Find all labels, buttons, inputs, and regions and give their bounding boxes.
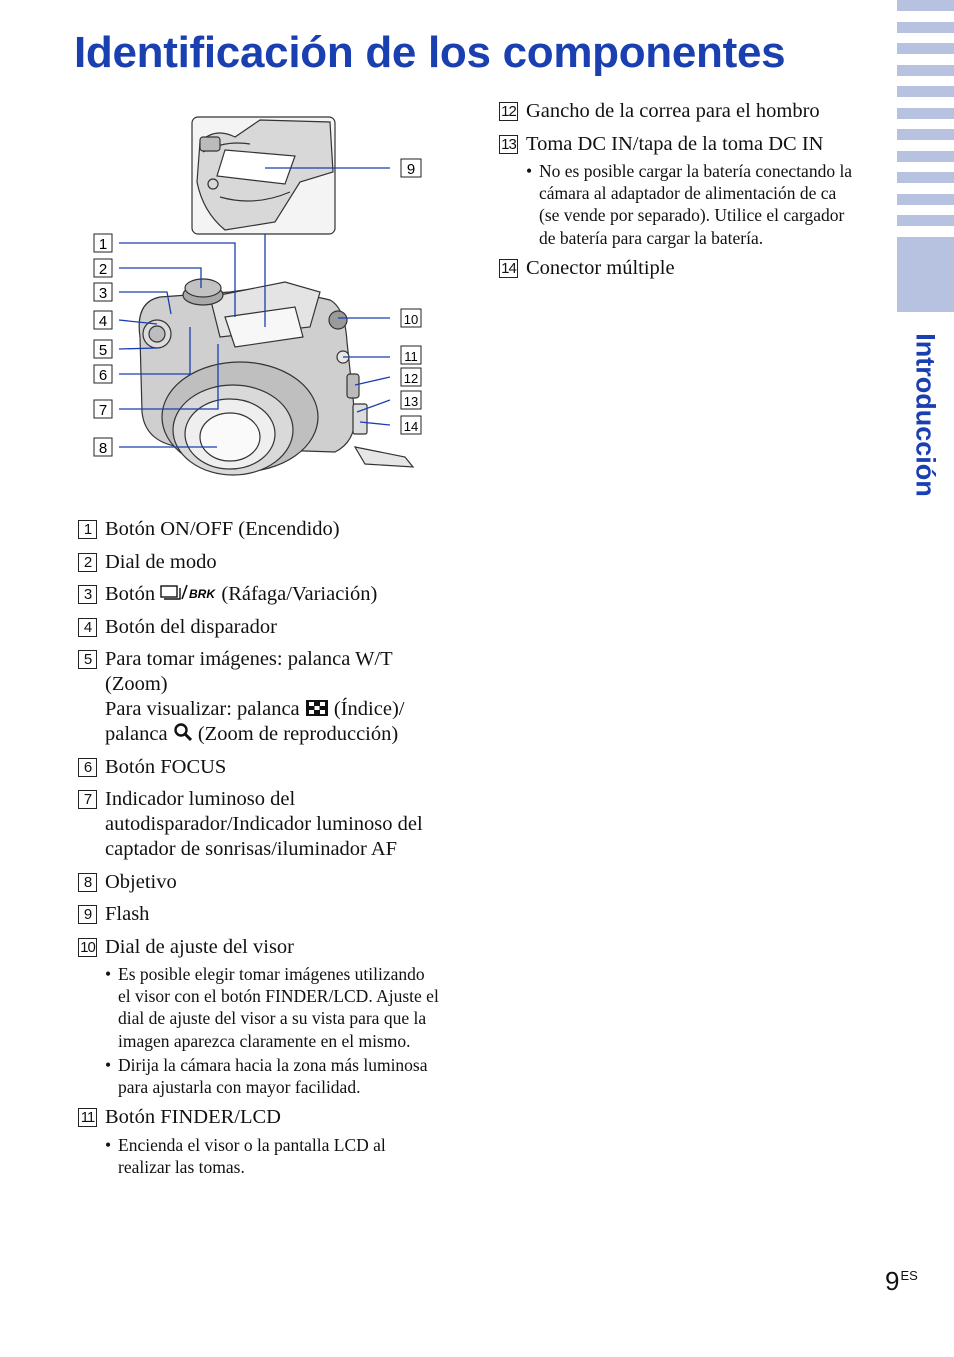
item-number: 2 xyxy=(78,553,97,572)
item-number: 12 xyxy=(499,102,518,121)
callout-8: 8 xyxy=(98,440,108,457)
flash-inset xyxy=(192,117,335,234)
page-number: $9^{ES}$ xyxy=(885,1266,918,1296)
callout-10: 10 xyxy=(403,312,419,327)
list-item xyxy=(78,517,453,542)
item-text: Botón FOCUS xyxy=(105,755,227,778)
item-text: (Índice)/ xyxy=(328,698,405,720)
item-number: 9 xyxy=(78,905,97,924)
item-text: Dial de modo xyxy=(105,550,217,573)
list-item xyxy=(78,615,453,640)
note-list xyxy=(96,1134,436,1178)
svg-text:BRK: BRK xyxy=(189,587,216,601)
list-item xyxy=(78,787,453,862)
item-number: 10 xyxy=(78,938,97,957)
item-number: 8 xyxy=(78,873,97,892)
magnifier-icon xyxy=(173,722,193,742)
callout-4: 4 xyxy=(98,313,108,330)
item-text: (Zoom de reproducción) xyxy=(192,723,399,745)
item-text: Toma DC IN/tapa de la toma DC IN xyxy=(526,132,824,155)
page-language: ES xyxy=(900,1268,918,1283)
item-text: Gancho de la correa para el hombro xyxy=(526,100,820,122)
list-item xyxy=(78,870,453,895)
callout-3: 3 xyxy=(98,285,108,302)
callout-14: 14 xyxy=(403,419,419,434)
item-text: Conector múltiple xyxy=(526,256,675,279)
item-text: palanca xyxy=(105,723,173,745)
item-number: 1 xyxy=(78,520,97,539)
right-component-list xyxy=(499,99,861,288)
left-component-list xyxy=(78,517,453,1185)
item-text: Botón del disparador xyxy=(105,615,277,638)
page-title: Identificación de los componentes xyxy=(74,28,786,77)
list-item xyxy=(78,1105,453,1130)
item-number: 11 xyxy=(78,1108,97,1127)
note: • Es posible elegir tomar imágenes utilizando el visor con el botón FINDER/LCD. Ajuste el dial de ajuste del visor a su vista para que la imagen aparezca claramente en el mismo. xyxy=(96,963,441,1052)
callout-1: 1 xyxy=(98,236,108,253)
list-item xyxy=(499,256,861,281)
note-list xyxy=(96,963,441,1098)
note: • No es posible cargar la batería conectando la cámara al adaptador de alimentación de ca (se vende por separado). Utilice el cargador de batería para cargar la batería. xyxy=(517,160,857,249)
note: • Encienda el visor o la pantalla LCD al realizar las tomas. xyxy=(96,1134,436,1178)
callout-7: 7 xyxy=(98,402,108,419)
list-item xyxy=(78,550,453,575)
callout-6: 6 xyxy=(98,367,108,384)
callout-9: 9 xyxy=(406,161,416,178)
item-text: Para tomar imágenes: palanca W/T (Zoom) xyxy=(105,648,393,695)
item-number: 13 xyxy=(499,135,518,154)
item-text: Botón ON/OFF (Encendido) xyxy=(105,518,340,540)
item-number: 6 xyxy=(78,758,97,777)
item-text: Para visualizar: palanca xyxy=(105,698,305,720)
item-number: 7 xyxy=(78,790,97,809)
list-item xyxy=(78,902,453,927)
note: • Dirija la cámara hacia la zona más luminosa para ajustarla con mayor facilidad. xyxy=(96,1054,441,1098)
list-item xyxy=(499,99,861,124)
note-list xyxy=(517,160,857,249)
item-text: Flash xyxy=(105,903,150,925)
lens xyxy=(162,362,318,475)
list-item xyxy=(78,582,453,607)
list-item xyxy=(78,935,453,960)
callout-12: 12 xyxy=(403,371,419,386)
item-number: 14 xyxy=(499,259,518,278)
camera-diagram xyxy=(85,112,425,504)
item-number: 4 xyxy=(78,618,97,637)
item-text: Objetivo xyxy=(105,870,177,893)
item-text: Botón FINDER/LCD xyxy=(105,1106,281,1129)
section-tab[interactable] xyxy=(897,237,954,312)
index-icon xyxy=(305,699,329,717)
sidebar-stripes xyxy=(897,0,954,237)
item-number: 5 xyxy=(78,650,97,669)
section-tab-label: Introducción xyxy=(910,333,941,497)
list-item xyxy=(499,132,861,157)
burst-bracket-icon xyxy=(160,582,216,602)
callout-13: 13 xyxy=(403,394,419,409)
item-text: Botón xyxy=(105,583,161,605)
item-text: (Ráfaga/Variación) xyxy=(216,583,378,605)
callout-11: 11 xyxy=(404,349,418,364)
list-item xyxy=(78,647,453,747)
list-item xyxy=(78,755,453,780)
item-text: Dial de ajuste del visor xyxy=(105,935,295,958)
item-text: Indicador luminoso del autodisparador/Indicador luminoso del captador de sonrisas/iluminador AF xyxy=(105,788,423,860)
item-number: 3 xyxy=(78,585,97,604)
callout-2: 2 xyxy=(98,261,108,278)
callout-5: 5 xyxy=(98,342,108,359)
